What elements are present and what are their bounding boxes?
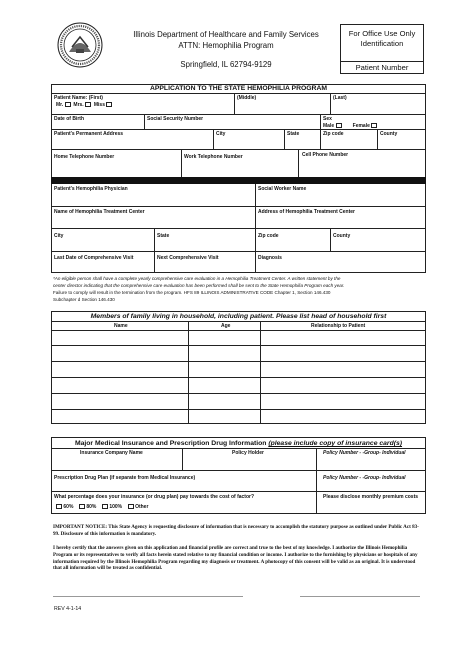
state-seal: [57, 22, 103, 68]
next-visit-label: Next Comprehensive Visit: [157, 255, 219, 261]
drug-plan-label: Prescription Drug Plan (if separate from Medical Insurance): [54, 475, 196, 481]
eligibility-note-line4: Subchapter d Section 146.430: [53, 297, 115, 302]
section-separator: [51, 177, 426, 184]
pct-60-checkbox[interactable]: [56, 504, 62, 509]
mr-label: Mr.: [56, 102, 64, 108]
family-row[interactable]: [51, 345, 426, 346]
eligibility-note-line1: *An eligible person shall have a complete yearly comprehensive care evaluation in a Hemophilia Treatment Center. A written statement by the: [53, 276, 341, 281]
state-label: State: [287, 131, 300, 137]
male-label: Male: [323, 123, 335, 129]
insurance-company-label: Insurance Company Name: [80, 450, 143, 456]
family-row[interactable]: [51, 377, 426, 378]
family-col-relationship: Relationship to Patient: [311, 323, 366, 329]
pct-100-checkbox[interactable]: [102, 504, 108, 509]
other-checkbox[interactable]: [128, 504, 134, 509]
agency-name: Illinois Department of Healthcare and Family Services: [133, 30, 319, 39]
monthly-premium-label: Please disclose monthly premium costs: [323, 494, 419, 500]
ssn-label: Social Security Number: [147, 116, 204, 122]
last-visit-label: Last Date of Comprehensive Visit: [54, 255, 134, 261]
family-table: [51, 311, 426, 424]
female-checkbox[interactable]: [371, 123, 377, 128]
important-notice: IMPORTANT NOTICE: This State Agency is requesting disclosure of information that is necessary to accomplish the statutory purpose as outlined under Public Act 83-99. Disclosure of this information is mandatory.: [53, 524, 419, 537]
treatment-center-label: Name of Hemophilia Treatment Center: [54, 209, 145, 215]
program-attn: ATTN: Hemophilia Program: [178, 41, 274, 50]
male-checkbox[interactable]: [336, 123, 342, 128]
county-label: County: [380, 131, 398, 137]
office-use-divider: [340, 61, 424, 62]
pct-100-label: 100%: [109, 504, 123, 510]
diagnosis-label: Diagnosis: [258, 255, 282, 261]
identification-label: Identification: [360, 39, 404, 48]
patient-name-label: Patient Name: (First): [54, 95, 103, 101]
city-label: City: [216, 131, 226, 137]
miss-checkbox[interactable]: [106, 102, 112, 107]
miss-label: Miss: [93, 102, 105, 108]
mrs-label: Mrs.: [73, 102, 84, 108]
cell-phone-label: Cell Phone Number: [302, 152, 349, 158]
sex-label: Sex: [323, 116, 332, 122]
insurance-title-note: (please include copy of insurance card(s): [268, 440, 403, 447]
policy-holder-label: Policy Holder: [232, 450, 264, 456]
family-table-title: Members of family living in household, including patient. Please list head of household first: [90, 313, 387, 320]
center-county-label: County: [333, 233, 351, 239]
center-state-label: State: [157, 233, 170, 239]
center-city-label: City: [54, 233, 64, 239]
family-col-age: Age: [221, 323, 231, 329]
pct-80-label: 80%: [86, 504, 97, 510]
pct-60-label: 60%: [63, 504, 74, 510]
policy-number2-label: Policy Number - -Group- Individual: [323, 475, 406, 481]
revision-label: REV 4-1-14: [54, 606, 82, 612]
agency-city: Springfield, IL 62794-9129: [180, 60, 272, 69]
physician-label: Patient's Hemophilia Physician: [54, 186, 128, 192]
home-phone-label: Home Telephone Number: [54, 154, 115, 160]
dob-label: Date of Birth: [54, 116, 84, 122]
center-zip-label: Zip code: [258, 233, 279, 239]
insurance-title-text: Major Medical Insurance and Prescription Drug Information: [74, 440, 267, 447]
mr-checkbox[interactable]: [65, 102, 71, 107]
certification-statement: I hereby certify that the answers given on this application and financial profile are correct and true to the best of my knowledge. I authorize the Illinois Hemophilia Program or its representatives to verify all facts herein stated relative to my financial condition or income. I authorize to the furnishing by physicians or hospitals of any information required by the Illinois Hemophilia Program regarding my diagnosis or treatment. A photocopy of this consent will be valid as an original. It is understood that all information will be treated as confidential.: [53, 545, 418, 572]
middle-name-label: (Middle): [237, 95, 257, 101]
family-row[interactable]: [51, 409, 426, 410]
application-title: APPLICATION TO THE STATE HEMOPHILIA PROGRAM: [149, 85, 328, 92]
permanent-address-label: Patient's Permanent Address: [54, 131, 124, 137]
other-label: Other: [135, 504, 149, 510]
policy-number-label: Policy Number - -Group- Individual: [323, 450, 406, 456]
zip-label: Zip code: [323, 131, 344, 137]
pct-80-checkbox[interactable]: [79, 504, 85, 509]
eligibility-note-line3: Failure to comply will result in the termination from the program. HFS 89 ILLINOIS ADMINISTRATIVE CODE Chapter 1, Section 146.430: [53, 290, 331, 295]
last-name-label: (Last): [333, 95, 347, 101]
patient-number-label: Patient Number: [355, 63, 409, 72]
title-options: [56, 102, 112, 108]
eligibility-note-line2: center director indicating that the comprehensive care evaluation has been performed shall be sent to the State Hemophilia Program each year.: [53, 283, 345, 288]
signature-line[interactable]: [53, 596, 243, 597]
mrs-checkbox[interactable]: [85, 102, 91, 107]
insurance-title: [51, 440, 426, 447]
work-phone-label: Work Telephone Number: [184, 154, 243, 160]
family-row[interactable]: [51, 393, 426, 394]
date-line[interactable]: [300, 596, 420, 597]
percentage-options: [56, 504, 148, 510]
factor-percentage-question: What percentage does your insurance (or drug plan) pay towards the cost of factor?: [54, 494, 255, 500]
center-address-label: Address of Hemophilia Treatment Center: [258, 209, 355, 215]
office-use-label: For Office Use Only: [348, 29, 416, 38]
female-label: Female: [352, 123, 370, 129]
family-col-name: Name: [114, 323, 128, 329]
social-worker-label: Social Worker Name: [258, 186, 307, 192]
family-row[interactable]: [51, 361, 426, 362]
